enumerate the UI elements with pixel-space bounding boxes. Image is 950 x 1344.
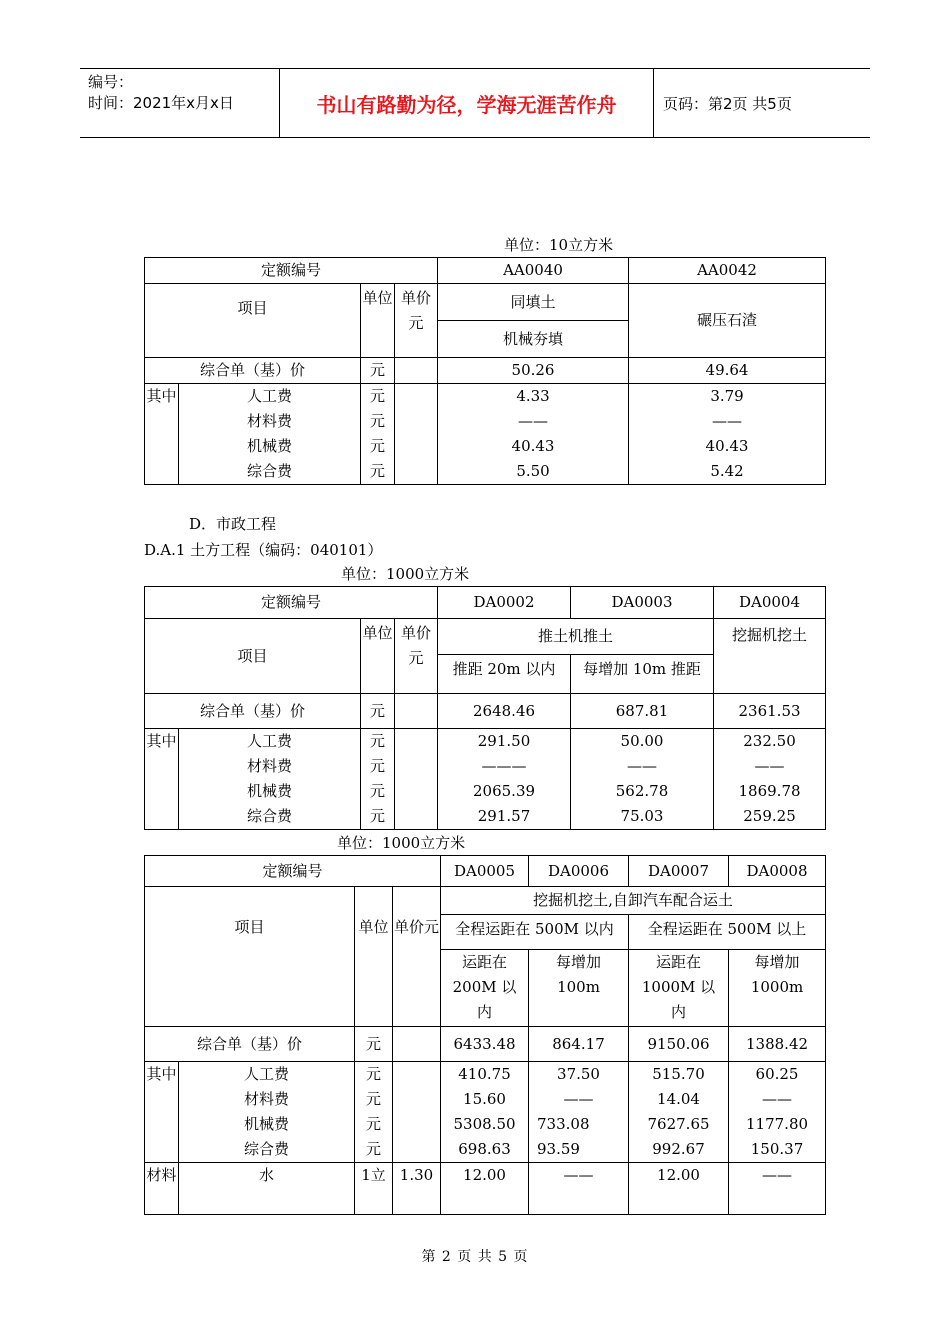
table2-row-names (179, 729, 361, 830)
table1-total: 50.26 (438, 358, 629, 384)
row-value: 5308.50 (453, 1115, 516, 1133)
row-value: 7627.65 (647, 1115, 710, 1133)
row-value: 50.00 (620, 732, 664, 750)
row-unit: 元 (365, 1115, 381, 1133)
table1-total: 49.64 (629, 358, 826, 384)
table3-price-label: 单价元 (393, 887, 441, 1027)
table2-code: DA0004 (714, 587, 826, 619)
table3-total-label: 综合单（基）价 (145, 1027, 355, 1062)
row-value: 291.57 (477, 807, 531, 825)
table3-unit: 单位：1000立方米 (337, 834, 466, 852)
table3-material-value: 12.00 (629, 1163, 729, 1215)
table3-sub: 运距在1000M 以内 (629, 950, 729, 1027)
table1-col1-bottom: 机械夯填 (438, 321, 629, 358)
table1-item-label: 项目 (145, 284, 361, 358)
table1-total-price (395, 358, 438, 384)
section-subtitle: D.A.1 土方工程（编码：040101） (144, 541, 383, 559)
row-value: 992.67 (652, 1140, 705, 1158)
table3-total-unit: 元 (355, 1027, 393, 1062)
row-value: 60.25 (755, 1065, 799, 1083)
table2-item-label: 项目 (145, 619, 361, 694)
table2-qizhong: 其中 (145, 729, 179, 830)
table2-unit: 单位：1000立方米 (341, 565, 470, 583)
table3-total: 9150.06 (629, 1027, 729, 1062)
row-value: 93.59 (537, 1140, 580, 1158)
table3-code: DA0007 (629, 856, 729, 887)
table2-col3: 挖掘机挖土 (714, 619, 826, 694)
table1-unit: 单位：10立方米 (504, 236, 614, 254)
row-value: —— (762, 1090, 793, 1108)
table2-col1-values (438, 729, 571, 830)
row-value: 562.78 (615, 782, 669, 800)
table2-total-unit: 元 (361, 694, 395, 729)
row-value: 3.79 (710, 387, 744, 405)
row-value: 291.50 (477, 732, 531, 750)
row-name: 材料费 (243, 1090, 289, 1108)
row-value: 1177.80 (746, 1115, 809, 1133)
table3-material-value: 12.00 (441, 1163, 529, 1215)
table1-row-prices (395, 384, 438, 485)
table3-col4-values (729, 1062, 826, 1163)
row-value: —— (754, 757, 785, 775)
row-name: 人工费 (246, 732, 292, 750)
table3-unit-label: 单位 (355, 887, 393, 1027)
row-value: 5.50 (516, 462, 550, 480)
row-value: 150.37 (750, 1140, 804, 1158)
table2-group-label: 推土机推土 (438, 619, 714, 655)
table3 (144, 855, 826, 1215)
table2-total: 2648.46 (438, 694, 571, 729)
table1-total-label: 综合单（基）价 (145, 358, 361, 384)
table3-qizhong: 其中 (145, 1062, 179, 1163)
table3-col2-values (529, 1062, 629, 1163)
row-value: —— (518, 412, 549, 430)
row-value: 15.60 (463, 1090, 506, 1108)
table1-col2: 碾压石渣 (629, 284, 826, 358)
row-unit: 元 (369, 412, 385, 430)
table3-material-unit: 1立 (355, 1163, 393, 1215)
row-value: 14.04 (657, 1090, 700, 1108)
row-value: 410.75 (458, 1065, 511, 1083)
table3-range1: 全程运距在 500M 以内 (441, 915, 629, 950)
table1-col1-values (438, 384, 629, 485)
row-value: 75.03 (620, 807, 664, 825)
table3-range2: 全程运距在 500M 以上 (629, 915, 826, 950)
table2-col3-values (714, 729, 826, 830)
table3-code: DA0006 (529, 856, 629, 887)
table3-code-label: 定额编号 (145, 856, 441, 887)
table1-price-label: 单价元 (395, 284, 438, 358)
row-unit: 元 (369, 757, 385, 775)
table2 (144, 586, 826, 830)
row-name: 综合费 (246, 807, 292, 825)
row-name: 人工费 (246, 387, 292, 405)
page-header (80, 68, 870, 138)
row-unit: 元 (369, 437, 385, 455)
table2-code: DA0002 (438, 587, 571, 619)
table3-material-name: 水 (179, 1163, 355, 1215)
row-name: 材料费 (246, 412, 292, 430)
table3-material-label: 材料 (145, 1163, 179, 1215)
row-name: 人工费 (243, 1065, 289, 1083)
row-value: 40.43 (705, 437, 749, 455)
table2-total-label: 综合单（基）价 (145, 694, 361, 729)
row-name: 机械费 (246, 782, 292, 800)
row-unit: 元 (369, 387, 385, 405)
row-value: 37.50 (557, 1065, 600, 1083)
table1-qizhong: 其中 (145, 384, 179, 485)
row-value: 1869.78 (738, 782, 801, 800)
table2-row-prices (395, 729, 438, 830)
table3-total: 1388.42 (729, 1027, 826, 1062)
table2-row-units (361, 729, 395, 830)
table3-group-label: 挖掘机挖土,自卸汽车配合运土 (441, 887, 826, 915)
header-number: 编号： (88, 73, 134, 91)
row-name: 机械费 (246, 437, 292, 455)
table3-col3-values (629, 1062, 729, 1163)
table3-total: 6433.48 (441, 1027, 529, 1062)
row-name: 机械费 (243, 1115, 289, 1133)
row-name: 综合费 (246, 462, 292, 480)
header-page: 页码：第2页 共5页 (663, 94, 792, 113)
table3-sub: 每增加100m (529, 950, 629, 1027)
table3-row-names (179, 1062, 355, 1163)
table3-sub: 运距在200M 以内 (441, 950, 529, 1027)
row-unit: 元 (365, 1090, 381, 1108)
row-value: 259.25 (743, 807, 796, 825)
header-meta (80, 69, 280, 137)
table2-code: DA0003 (571, 587, 714, 619)
row-value: 5.42 (710, 462, 744, 480)
table3-material-value: —— (729, 1163, 826, 1215)
table1-col1-top: 同填土 (438, 284, 629, 321)
row-value: 40.43 (511, 437, 555, 455)
table2-sub1: 推距 20m 以内 (438, 655, 571, 694)
table1 (144, 257, 826, 485)
table3-code: DA0005 (441, 856, 529, 887)
row-unit: 元 (369, 732, 385, 750)
row-unit: 元 (369, 807, 385, 825)
table3-row-units (355, 1062, 393, 1163)
row-value: 2065.39 (473, 782, 536, 800)
table3-material-value: —— (529, 1163, 629, 1215)
table1-total-unit: 元 (361, 358, 395, 384)
table1-code: AA0040 (438, 258, 629, 284)
table1-row-names (179, 384, 361, 485)
row-value: 515.70 (652, 1065, 705, 1083)
table1-col2-values (629, 384, 826, 485)
table3-col1-values (441, 1062, 529, 1163)
table3-row-prices (393, 1062, 441, 1163)
row-value: 4.33 (516, 387, 550, 405)
table3-material-price: 1.30 (393, 1163, 441, 1215)
table2-unit-label: 单位 (361, 619, 395, 694)
row-value: —— (563, 1090, 594, 1108)
row-unit: 元 (365, 1065, 381, 1083)
row-value: —— (627, 757, 658, 775)
row-name: 材料费 (246, 757, 292, 775)
row-name: 综合费 (243, 1140, 289, 1158)
table3-sub: 每增加1000m (729, 950, 826, 1027)
row-unit: 元 (369, 782, 385, 800)
table1-code-label: 定额编号 (145, 258, 438, 284)
header-time: 时间：2021年x月x日 (88, 94, 234, 112)
table1-unit-label: 单位 (361, 284, 395, 358)
table2-total-price (395, 694, 438, 729)
table3-total-price (393, 1027, 441, 1062)
table3-code: DA0008 (729, 856, 826, 887)
table2-total: 2361.53 (714, 694, 826, 729)
table2-price-label: 单价元 (395, 619, 438, 694)
header-motto: 书山有路勤为径，学海无涯苦作舟 (280, 69, 654, 137)
table1-code: AA0042 (629, 258, 826, 284)
table1-row-units (361, 384, 395, 485)
row-value: ——— (481, 757, 527, 775)
table3-item-label: 项目 (145, 887, 355, 1027)
row-unit: 元 (365, 1140, 381, 1158)
table2-col2-values (571, 729, 714, 830)
row-value: 733.08 (537, 1115, 590, 1133)
table3-total: 864.17 (529, 1027, 629, 1062)
row-value: 698.63 (458, 1140, 511, 1158)
section-title: D．市政工程 (189, 515, 277, 533)
table2-total: 687.81 (571, 694, 714, 729)
table2-code-label: 定额编号 (145, 587, 438, 619)
row-unit: 元 (369, 462, 385, 480)
row-value: 232.50 (743, 732, 796, 750)
row-value: —— (712, 412, 743, 430)
page-footer: 第 2 页 共 5 页 (421, 1249, 529, 1265)
table2-sub2: 每增加 10m 推距 (571, 655, 714, 694)
